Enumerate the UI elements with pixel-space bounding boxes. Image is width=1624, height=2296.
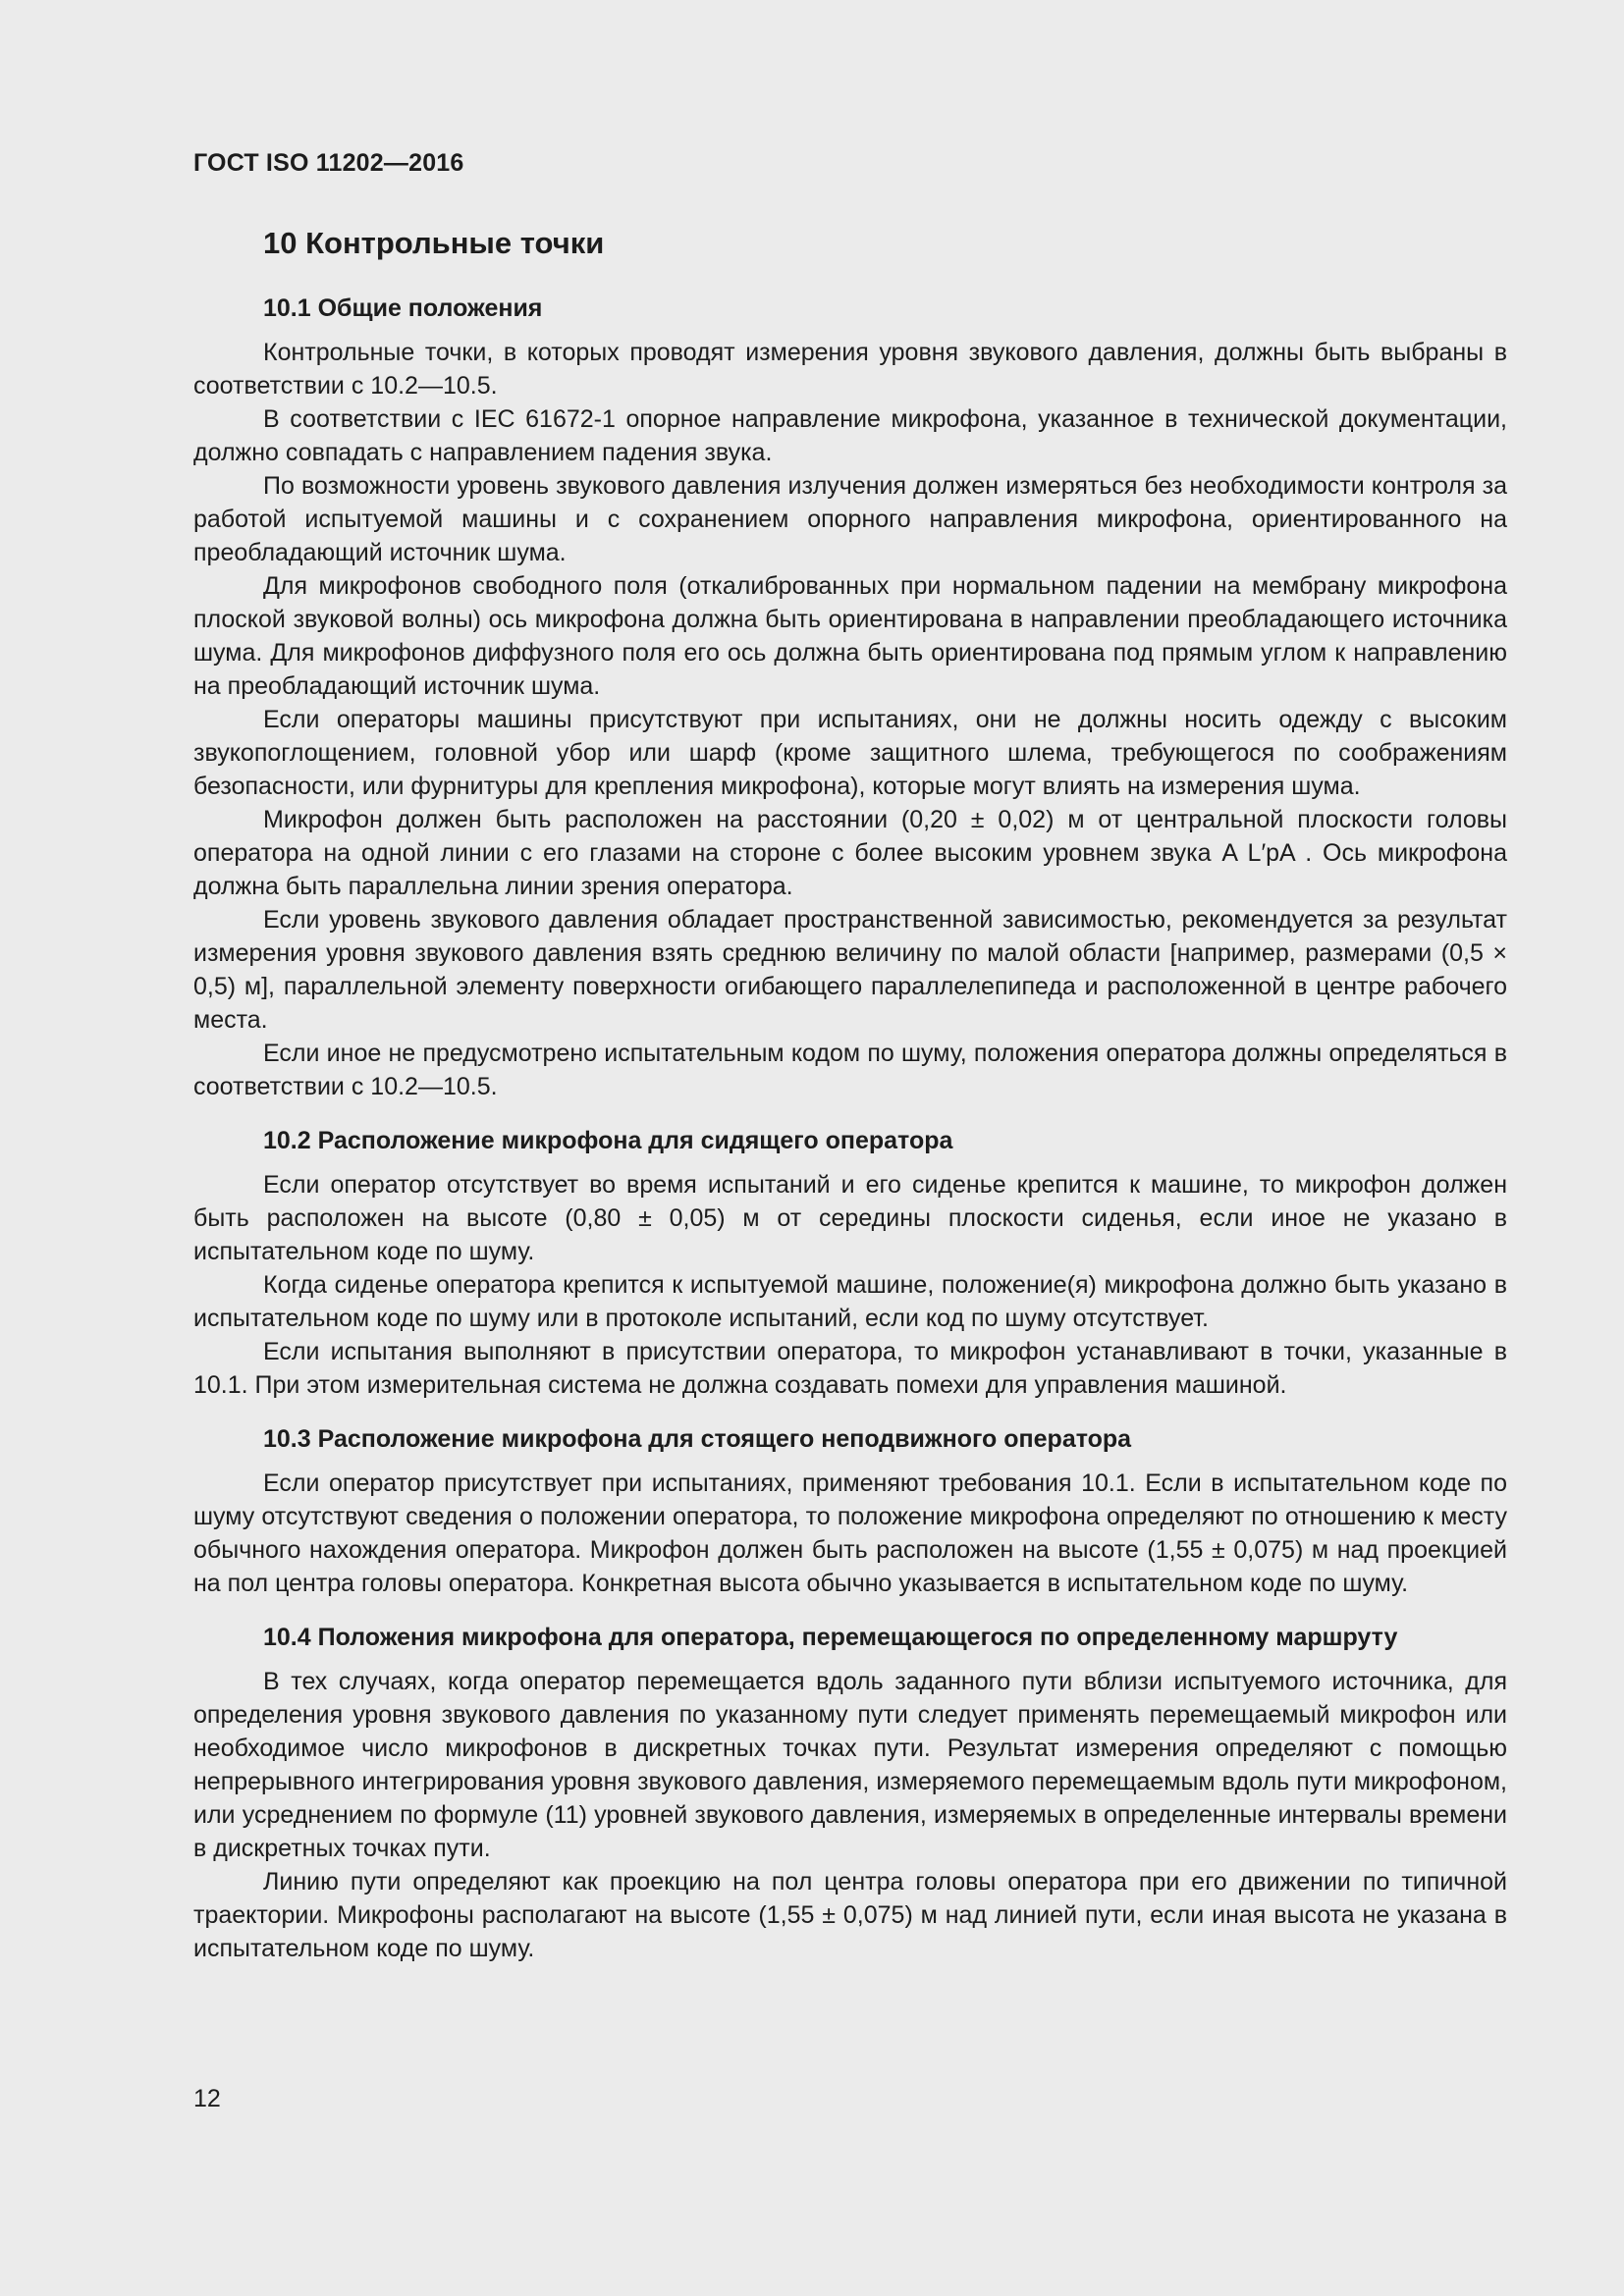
subsection-title-10-4: 10.4 Положения микрофона для оператора, перемещающегося по определенному маршруту: [263, 1624, 1398, 1651]
subsection-title-10-3: 10.3 Расположение микрофона для стоящего неподвижного оператора: [263, 1425, 1132, 1453]
subsection-title-10-1: 10.1 Общие положения: [263, 294, 543, 322]
paragraph: Микрофон должен быть расположен на расстоянии (0,20 ± 0,02) м от центральной плоскости головы оператора на одной линии с его глазами на стороне с более высоким уровнем звука A L′pA . Ось микрофона должна быть параллельна линии зрения оператора.: [193, 806, 1507, 900]
paragraph: Линию пути определяют как проекцию на пол центра головы оператора при его движении по типичной траектории. Микрофоны располагают на высоте (1,55 ± 0,075) м над линией пути, если иная высота не указана в испытательном коде по шуму.: [193, 1868, 1507, 1962]
paragraph: Если иное не предусмотрено испытательным кодом по шуму, положения оператора должны определяться в соответствии с 10.2—10.5.: [193, 1040, 1507, 1100]
page-number: 12: [193, 2085, 221, 2112]
paragraph: Если оператор присутствует при испытаниях, применяют требования 10.1. Если в испытательном коде по шуму отсутствуют сведения о положении оператора, то положение микрофона определяют по отношению к месту обычного нахождения оператора. Микрофон должен быть расположен на высоте (1,55 ± 0,075) м над проекцией на пол центра головы оператора. Конкретная высота обычно указывается в испытательном коде по шуму.: [193, 1469, 1507, 1597]
paragraph: По возможности уровень звукового давления излучения должен измеряться без необходимости контроля за работой испытуемой машины и с сохранением опорного направления микрофона, ориентированного на преобладающий источник шума.: [193, 472, 1507, 566]
paragraph: Когда сиденье оператора крепится к испытуемой машине, положение(я) микрофона должно быть указано в испытательном коде по шуму или в протоколе испытаний, если код по шуму отсутствует.: [193, 1271, 1507, 1332]
paragraph: Если испытания выполняют в присутствии оператора, то микрофон устанавливают в точки, указанные в 10.1. При этом измерительная система не должна создавать помехи для управления машиной.: [193, 1338, 1507, 1399]
section-title: 10 Контрольные точки: [263, 226, 605, 260]
paragraph: В соответствии с IEC 61672-1 опорное направление микрофона, указанное в технической документации, должно совпадать с направлением падения звука.: [193, 405, 1507, 466]
paragraph: Если операторы машины присутствуют при испытаниях, они не должны носить одежду с высоким звукопоглощением, головной убор или шарф (кроме защитного шлема, требующегося по соображениям безопасности, или фурнитуры для крепления микрофона), которые могут влиять на измерения шума.: [193, 706, 1507, 800]
paragraph: Контрольные точки, в которых проводят измерения уровня звукового давления, должны быть выбраны в соответствии с 10.2—10.5.: [193, 339, 1507, 400]
paragraph: Для микрофонов свободного поля (откалиброванных при нормальном падении на мембрану микрофона плоской звуковой волны) ось микрофона должна быть ориентирована в направлении преобладающего источника шума. Для микрофонов диффузного поля его ось должна быть ориентирована под прямым углом к направлению на преобладающий источник шума.: [193, 572, 1507, 700]
document-body: [193, 224, 1507, 1965]
paragraph: Если оператор отсутствует во время испытаний и его сиденье крепится к машине, то микрофон должен быть расположен на высоте (0,80 ± 0,05) м от середины плоскости сиденья, если иное не указано в испытательном коде по шуму.: [193, 1171, 1507, 1265]
document-code: ГОСТ ISO 11202—2016: [193, 149, 464, 177]
paragraph: В тех случаях, когда оператор перемещается вдоль заданного пути вблизи испытуемого источника, для определения уровня звукового давления по указанному пути следует применять перемещаемый микрофон или необходимое число микрофонов в дискретных точках пути. Результат измерения определяют с помощью непрерывного интегрирования уровня звукового давления, измеряемого перемещаемым вдоль пути микрофоном, или усреднением по формуле (11) уровней звукового давления, измеряемых в определенные интервалы времени в дискретных точках пути.: [193, 1668, 1507, 1862]
subsection-title-10-2: 10.2 Расположение микрофона для сидящего оператора: [263, 1127, 953, 1154]
paragraph: Если уровень звукового давления обладает пространственной зависимостью, рекомендуется за результат измерения уровня звукового давления взять среднюю величину по малой области [например, размерами (0,5 × 0,5) м], параллельной элементу поверхности огибающего параллелепипеда и расположенной в центре рабочего места.: [193, 906, 1507, 1034]
